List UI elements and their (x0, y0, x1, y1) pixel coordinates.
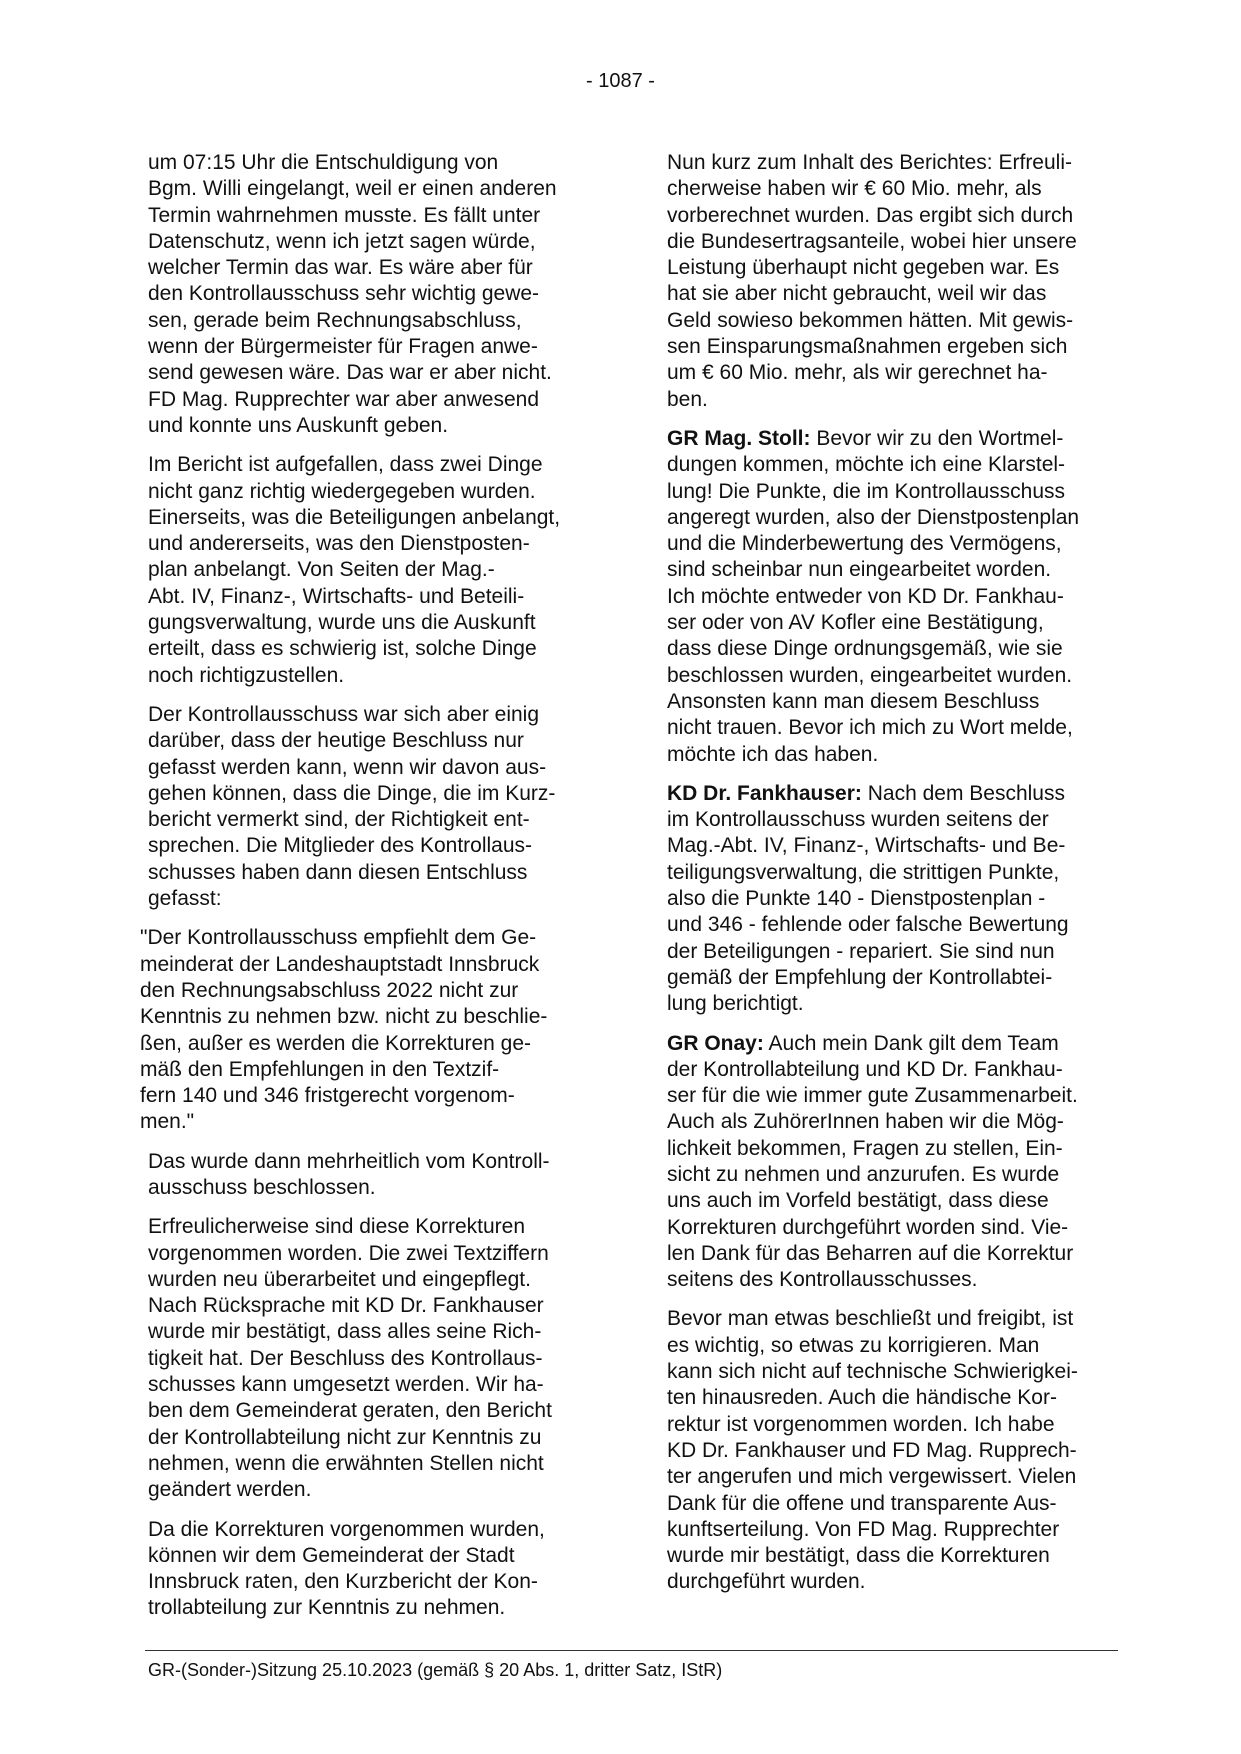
text-line: Korrekturen durchgeführt worden sind. Vie- (667, 1215, 1069, 1239)
speaker-name: GR Onay: (667, 1031, 764, 1055)
text-line: können wir dem Gemeinderat der Stadt (148, 1543, 515, 1567)
text-line: ben. (667, 387, 708, 411)
text-line: len Dank für das Beharren auf die Korrektur (667, 1241, 1074, 1265)
speech-text: Nach dem Beschluss (861, 781, 1065, 805)
text-line: die Bundesertragsanteile, wobei hier unsere (667, 229, 1077, 253)
text-line: vorberechnet wurden. Das ergibt sich durch (667, 203, 1074, 227)
text-line: geändert werden. (148, 1478, 312, 1502)
text-line: Einerseits, was die Beteiligungen anbelangt, (148, 505, 561, 529)
text-line: sprechen. Die Mitglieder des Kontrollaus- (148, 834, 533, 858)
text-line: Nun kurz zum Inhalt des Berichtes: Erfreuli- (667, 151, 1072, 174)
text-line: trollabteilung zur Kenntnis zu nehmen. (148, 1596, 506, 1620)
text-line: lung! Die Punkte, die im Kontrollausschuss (667, 479, 1066, 503)
text-line: kunftserteilung. Von FD Mag. Rupprechter (667, 1517, 1060, 1541)
text-line: ten hinausreden. Auch die händische Kor- (667, 1386, 1057, 1410)
text-line: gehen können, dass die Dinge, die im Kurz- (148, 781, 556, 805)
text-line: sen Einsparungsmaßnahmen ergeben sich (667, 335, 1068, 359)
text-line: noch richtigzustellen. (148, 663, 345, 687)
text-line: ßen, außer es werden die Korrekturen ge- (140, 1031, 532, 1055)
text-line: teiligungsverwaltung, die strittigen Punkte, (667, 860, 1060, 884)
paragraph (148, 1149, 596, 1202)
text-line: sen, gerade beim Rechnungsabschluss, (148, 308, 522, 332)
text-line: ser für die wie immer gute Zusammenarbeit. (667, 1084, 1078, 1108)
text-line: gungsverwaltung, wurde uns die Auskunft (148, 611, 536, 635)
paragraph (667, 1031, 1115, 1294)
text-line: wenn der Bürgermeister für Fragen anwe- (148, 335, 538, 359)
text-line: der Beteiligungen - repariert. Sie sind nun (667, 939, 1055, 963)
text-line: tigkeit hat. Der Beschluss des Kontrollaus- (148, 1346, 543, 1370)
text-line: lung berichtigt. (667, 992, 804, 1016)
footer-text: GR-(Sonder-)Sitzung 25.10.2023 (gemäß § 20 Abs. 1, dritter Satz, IStR) (148, 1660, 723, 1680)
text-line: dass diese Dinge ordnungsgemäß, wie sie (667, 637, 1063, 661)
paragraph (148, 452, 596, 689)
text-line: vorgenommen worden. Die zwei Textziffern (148, 1241, 549, 1265)
paragraph (667, 426, 1115, 768)
left-column (140, 150, 596, 1635)
text-line: angeregt wurden, also der Dienstpostenplan (667, 505, 1080, 529)
text-line: schusses haben dann diesen Entschluss (148, 860, 528, 884)
text-line (667, 781, 1115, 807)
text-line: gemäß der Empfehlung der Kontrollabtei- (667, 965, 1053, 989)
text-line: gefasst: (148, 887, 222, 911)
text-line: Abt. IV, Finanz-, Wirtschafts- und Beteili- (148, 584, 525, 608)
text-line: und die Minderbewertung des Vermögens, (667, 532, 1062, 556)
text-line: Dank für die offene und transparente Aus- (667, 1491, 1057, 1515)
text-line: der Kontrollabteilung und KD Dr. Fankhau- (667, 1057, 1063, 1081)
text-line: cherweise haben wir € 60 Mio. mehr, als (667, 177, 1042, 201)
paragraph (148, 150, 596, 439)
text-line: Erfreulicherweise sind diese Korrekturen (148, 1215, 526, 1239)
text-line: beschlossen wurden, eingearbeitet wurden. (667, 663, 1073, 687)
text-line: ben dem Gemeinderat geraten, den Bericht (148, 1399, 552, 1423)
paragraph (148, 702, 596, 912)
right-column (667, 150, 1115, 1609)
text-line: men." (140, 1110, 195, 1134)
text-line: meinderat der Landeshauptstadt Innsbruck (140, 952, 540, 976)
paragraph (667, 150, 1115, 413)
text-line: plan anbelangt. Von Seiten der Mag.- (148, 558, 495, 582)
text-line: und 346 - fehlende oder falsche Bewertung (667, 913, 1069, 937)
paragraph (140, 925, 596, 1135)
text-line: durchgeführt wurden. (667, 1570, 866, 1594)
text-line: Im Bericht ist aufgefallen, dass zwei Dinge (148, 453, 543, 477)
text-line: seitens des Kontrollausschusses. (667, 1268, 978, 1292)
text-line: fern 140 und 346 fristgerecht vorgenom- (140, 1084, 515, 1108)
text-line: darüber, dass der heutige Beschluss nur (148, 729, 524, 753)
text-line: FD Mag. Rupprechter war aber anwesend (148, 387, 540, 411)
text-line (667, 426, 1115, 452)
text-line: Datenschutz, wenn ich jetzt sagen würde, (148, 229, 536, 253)
text-line: Termin wahrnehmen musste. Es fällt unter (148, 203, 541, 227)
text-line: gefasst werden kann, wenn wir davon aus- (148, 755, 547, 779)
text-line: KD Dr. Fankhauser und FD Mag. Rupprech- (667, 1438, 1077, 1462)
text-line: möchte ich das haben. (667, 742, 879, 766)
text-line: es wichtig, so etwas zu korrigieren. Man (667, 1333, 1040, 1357)
text-line: Auch als ZuhörerInnen haben wir die Mög- (667, 1110, 1064, 1134)
paragraph (667, 1306, 1115, 1595)
text-line: Leistung überhaupt nicht gegeben war. Es (667, 256, 1060, 280)
speaker-name: KD Dr. Fankhauser: (667, 781, 862, 805)
text-line: nicht ganz richtig wiedergegeben wurden. (148, 479, 536, 503)
text-line: Bgm. Willi eingelangt, weil er einen anderen (148, 177, 557, 201)
text-line: Ich möchte entweder von KD Dr. Fankhau- (667, 584, 1064, 608)
text-line: wurde mir bestätigt, dass die Korrekturen (667, 1544, 1050, 1568)
text-line: um € 60 Mio. mehr, als wir gerechnet ha- (667, 361, 1048, 385)
text-line: sicht zu nehmen und anzurufen. Es wurde (667, 1162, 1060, 1186)
text-line: Das wurde dann mehrheitlich vom Kontroll- (148, 1149, 550, 1173)
speech-text: Bevor wir zu den Wortmel- (810, 426, 1064, 450)
text-line: im Kontrollausschuss wurden seitens der (667, 808, 1049, 832)
paragraph (667, 781, 1115, 1018)
text-line: und andererseits, was den Dienstposten- (148, 532, 530, 556)
text-line: send gewesen wäre. Das war er aber nicht. (148, 361, 552, 385)
text-line: sind scheinbar nun eingearbeitet worden. (667, 558, 1052, 582)
paragraph (148, 1517, 596, 1622)
paragraph (148, 1214, 596, 1503)
text-line: um 07:15 Uhr die Entschuldigung von (148, 151, 499, 174)
text-line: wurden neu überarbeitet und eingepflegt. (148, 1267, 531, 1291)
text-line (667, 1031, 1115, 1057)
text-line: also die Punkte 140 - Dienstpostenplan - (667, 887, 1046, 911)
text-line: ser oder von AV Kofler eine Bestätigung, (667, 611, 1044, 635)
text-line: Da die Korrekturen vorgenommen wurden, (148, 1517, 545, 1541)
text-line: lichkeit bekommen, Fragen zu stellen, Ein- (667, 1136, 1063, 1160)
text-line: kann sich nicht auf technische Schwierigkei- (667, 1360, 1078, 1384)
text-line: ausschuss beschlossen. (148, 1175, 376, 1199)
text-line: Bevor man etwas beschließt und freigibt, ist (667, 1307, 1074, 1331)
text-line: Ansonsten kann man diesem Beschluss (667, 689, 1040, 713)
text-line: Kenntnis zu nehmen bzw. nicht zu beschlie- (140, 1005, 548, 1029)
text-line: Nach Rücksprache mit KD Dr. Fankhauser (148, 1294, 544, 1318)
footer-divider (145, 1650, 1118, 1651)
text-line: den Rechnungsabschluss 2022 nicht zur (140, 978, 519, 1002)
text-line: den Kontrollausschuss sehr wichtig gewe- (148, 282, 540, 306)
text-line: mäß den Empfehlungen in den Textzif- (140, 1057, 500, 1081)
text-line: nehmen, wenn die erwähnten Stellen nicht (148, 1451, 544, 1475)
text-line: der Kontrollabteilung nicht zur Kenntnis zu (148, 1425, 542, 1449)
text-line: "Der Kontrollausschuss empfiehlt dem Ge- (140, 926, 537, 950)
text-line: welcher Termin das war. Es wäre aber für (148, 256, 533, 280)
text-line: Der Kontrollausschuss war sich aber einig (148, 702, 540, 726)
text-line: hat sie aber nicht gebraucht, weil wir das (667, 282, 1047, 306)
text-line: und konnte uns Auskunft geben. (148, 413, 449, 437)
text-line: rektur ist vorgenommen worden. Ich habe (667, 1412, 1055, 1436)
text-line: uns auch im Vorfeld bestätigt, dass diese (667, 1189, 1049, 1213)
text-line: Geld sowieso bekommen hätten. Mit gewis- (667, 308, 1074, 332)
text-line: Mag.-Abt. IV, Finanz-, Wirtschafts- und Be- (667, 834, 1066, 858)
page-number: - 1087 - (586, 70, 655, 92)
text-line: schusses kann umgesetzt werden. Wir ha- (148, 1373, 544, 1397)
text-line: erteilt, dass es schwierig ist, solche Dinge (148, 637, 537, 661)
text-line: ter angerufen und mich vergewissert. Vielen (667, 1465, 1077, 1489)
text-line: bericht vermerkt sind, der Richtigkeit ent- (148, 808, 530, 832)
text-line: wurde mir bestätigt, dass alles seine Rich- (148, 1320, 542, 1344)
speech-text: Auch mein Dank gilt dem Team (763, 1031, 1059, 1055)
text-line: dungen kommen, möchte ich eine Klarstel- (667, 453, 1066, 477)
text-line: nicht trauen. Bevor ich mich zu Wort melde, (667, 716, 1073, 740)
text-line: Innsbruck raten, den Kurzbericht der Kon- (148, 1570, 538, 1594)
speaker-name: GR Mag. Stoll: (667, 426, 811, 450)
